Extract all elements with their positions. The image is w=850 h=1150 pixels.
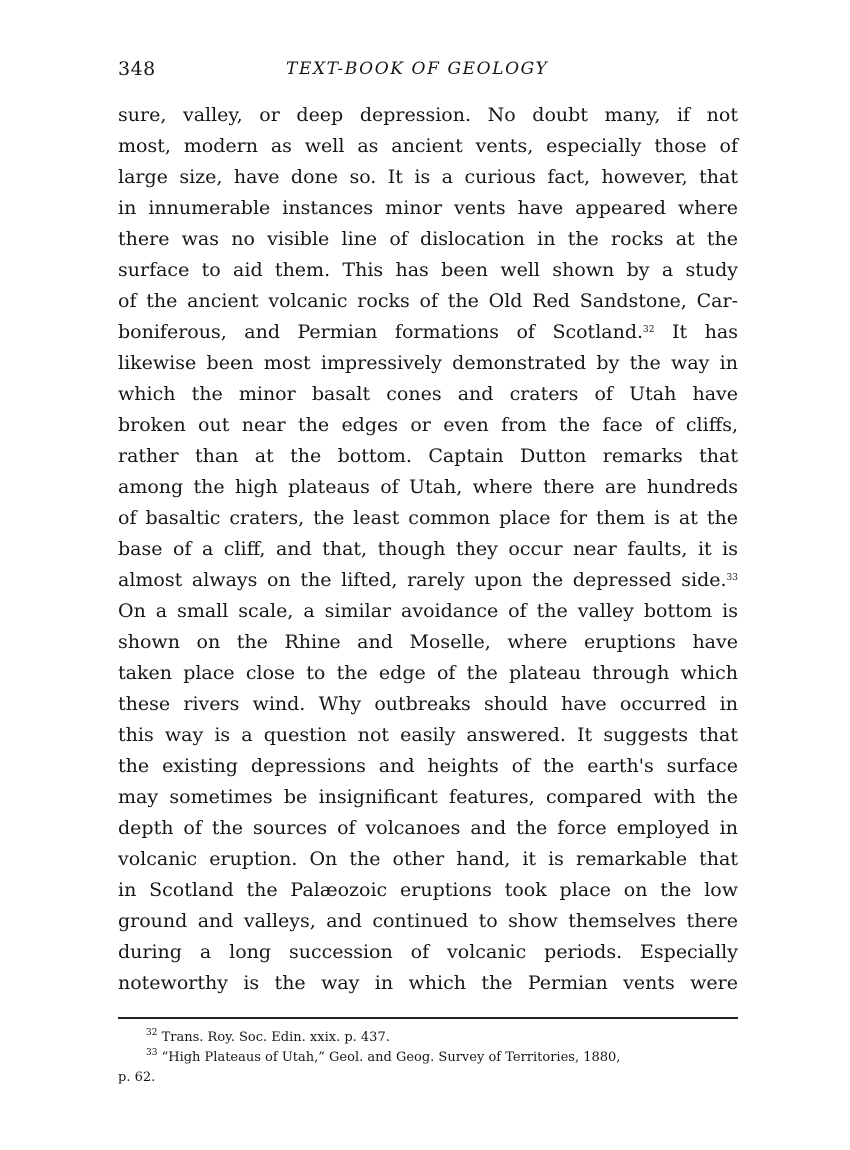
text-segment: almost always on the lifted, rarely upon the depressed side. xyxy=(118,569,727,591)
text-line: large size, have done so. It is a curious fact, however, that xyxy=(118,166,738,188)
text-line: in Scotland the Palæozoic eruptions took place on the low xyxy=(118,879,738,901)
text-line: ground and valleys, and continued to show themselves there xyxy=(118,910,738,932)
text-line-with-reference xyxy=(118,565,738,596)
text-line: sure, valley, or deep depression. No doubt many, if not xyxy=(118,104,738,126)
footnote-text: “High Plateaus of Utah,” Geol. and Geog. Survey of Territories, 1880, xyxy=(157,1050,621,1065)
text-line: rather than at the bottom. Captain Dutton remarks that xyxy=(118,445,738,467)
text-line: of basaltic craters, the least common place for them is at the xyxy=(118,507,738,529)
text-line: during a long succession of volcanic periods. Especially xyxy=(118,941,738,963)
text-segment: boniferous, and Permian formations of Scotland. xyxy=(118,321,644,343)
footnote-text: Trans. Roy. Soc. Edin. xxix. p. 437. xyxy=(157,1030,390,1045)
text-segment: It has xyxy=(654,321,738,343)
footnote-reference-33[interactable]: 33 xyxy=(726,573,738,583)
text-line: which the minor basalt cones and craters of Utah have xyxy=(118,383,738,405)
page-number: 348 xyxy=(118,58,156,80)
text-line: among the high plateaus of Utah, where there are hundreds xyxy=(118,476,738,498)
text-line: likewise been most impressively demonstrated by the way in xyxy=(118,352,738,374)
footnote-33-continued: p. 62. xyxy=(118,1070,156,1085)
footnote-marker: 33 xyxy=(146,1048,158,1058)
running-title: TEXT-BOOK OF GEOLOGY xyxy=(286,59,549,79)
footnote-33 xyxy=(118,1048,738,1068)
text-line: shown on the Rhine and Moselle, where eruptions have xyxy=(118,631,738,653)
running-head xyxy=(118,58,738,88)
footnote-32 xyxy=(118,1028,738,1048)
text-line: most, modern as well as ancient vents, especially those of xyxy=(118,135,738,157)
text-line: may sometimes be insignificant features, compared with the xyxy=(118,786,738,808)
text-line: these rivers wind. Why outbreaks should have occurred in xyxy=(118,693,738,715)
footnote-reference-32[interactable]: 32 xyxy=(643,325,655,335)
footnote-divider xyxy=(118,1017,738,1019)
text-line: base of a cliff, and that, though they occur near faults, it is xyxy=(118,538,738,560)
text-line-with-reference xyxy=(118,317,738,348)
text-line: On a small scale, a similar avoidance of the valley bottom is xyxy=(118,600,738,622)
text-line: the existing depressions and heights of the earth's surface xyxy=(118,755,738,777)
text-line: surface to aid them. This has been well shown by a study xyxy=(118,259,738,281)
text-line: in innumerable instances minor vents have appeared where xyxy=(118,197,738,219)
text-line: broken out near the edges or even from the face of cliffs, xyxy=(118,414,738,436)
text-line: noteworthy is the way in which the Permian vents were xyxy=(118,972,738,994)
body-text xyxy=(118,100,738,999)
text-line: taken place close to the edge of the plateau through which xyxy=(118,662,738,684)
text-line: of the ancient volcanic rocks of the Old Red Sandstone, Car- xyxy=(118,290,738,312)
text-line: volcanic eruption. On the other hand, it is remarkable that xyxy=(118,848,738,870)
text-line: there was no visible line of dislocation in the rocks at the xyxy=(118,228,738,250)
footnotes xyxy=(118,1028,738,1088)
footnote-marker: 32 xyxy=(146,1028,158,1038)
text-line: this way is a question not easily answered. It suggests that xyxy=(118,724,738,746)
text-line: depth of the sources of volcanoes and the force employed in xyxy=(118,817,738,839)
